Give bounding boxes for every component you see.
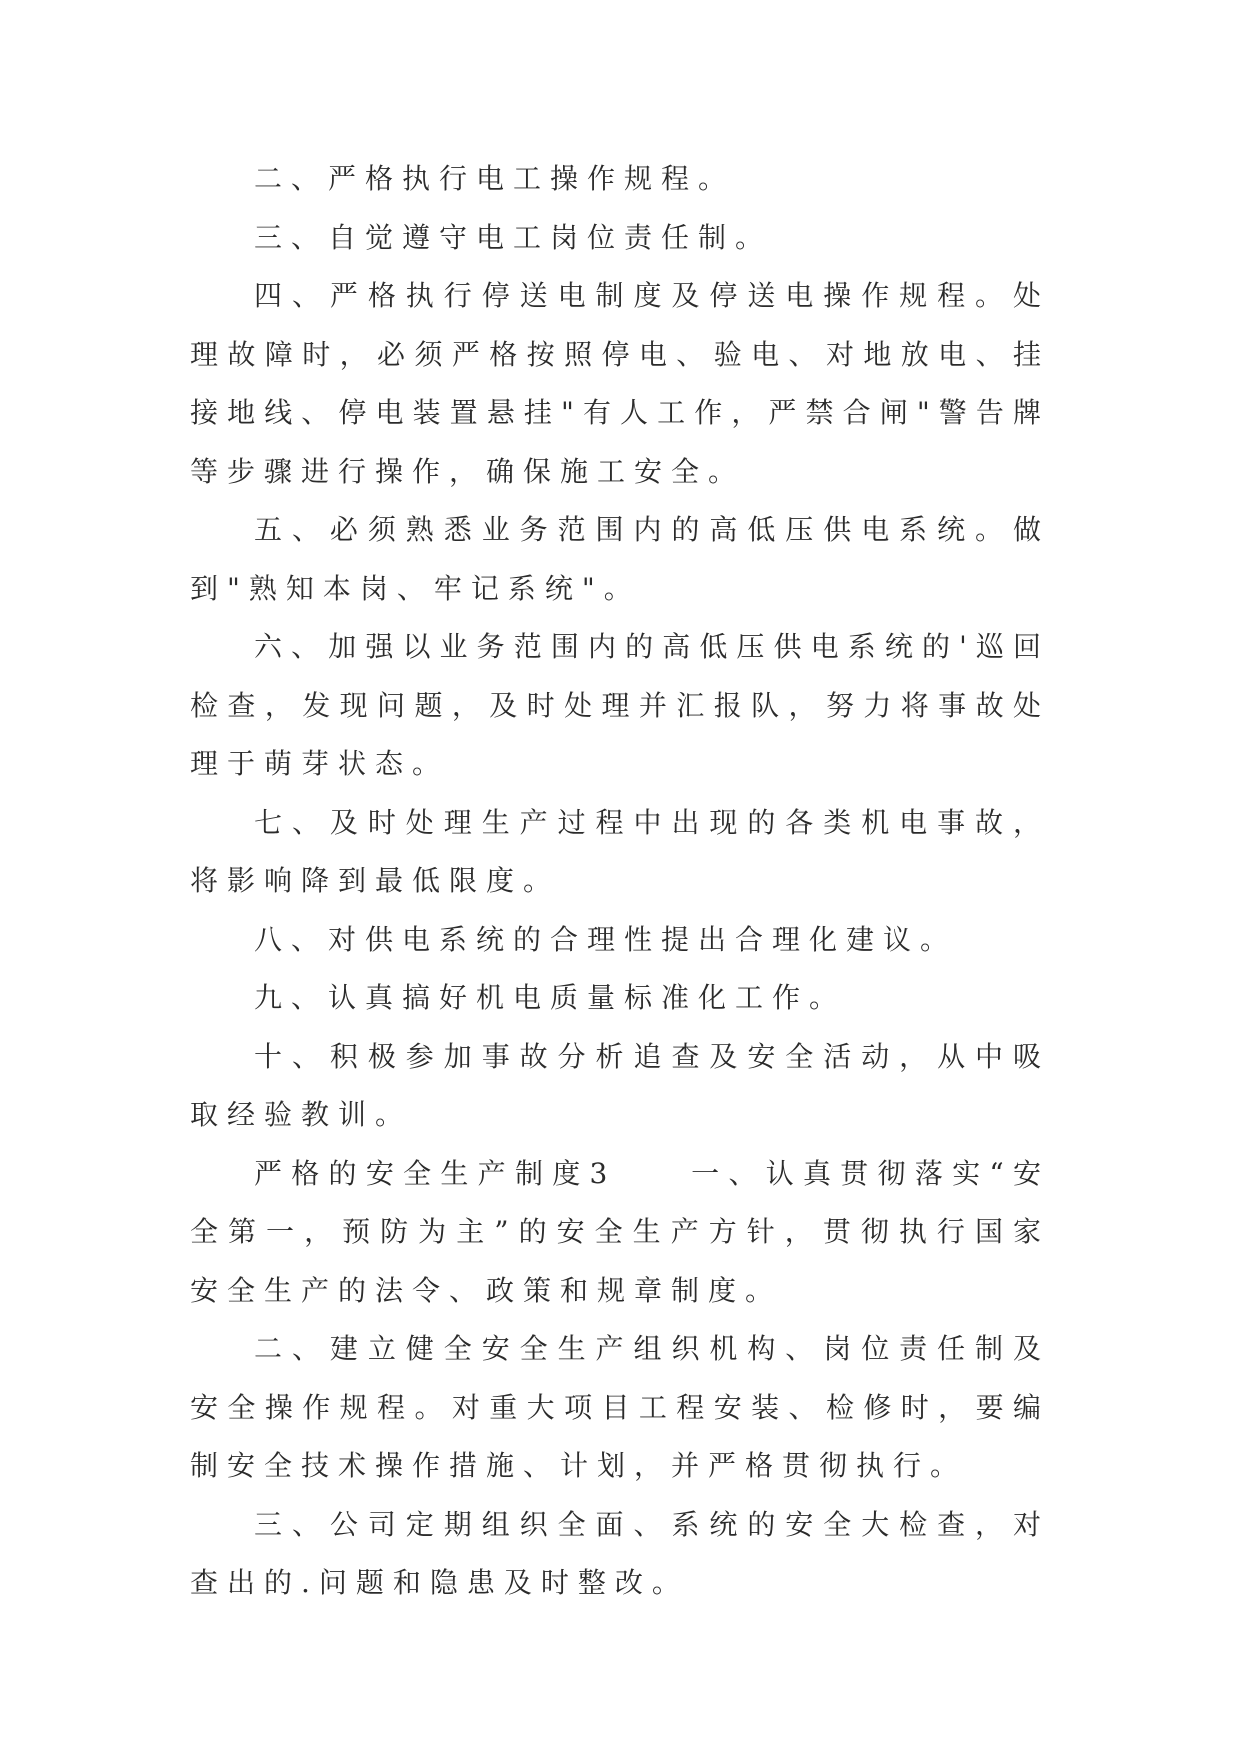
paragraph: 四、严格执行停送电制度及停送电操作规程。处理故障时，必须严格按照停电、验电、对地放电、挂接地线、停电装置悬挂"有人工作，严禁合闸"警告牌等步骤进行操作，确保施工安全。 xyxy=(190,279,1050,488)
document-body xyxy=(190,150,1050,1613)
paragraph: 七、及时处理生产过程中出现的各类机电事故，将影响降到最低限度。 xyxy=(190,805,1050,897)
paragraph: 六、加强以业务范围内的高低压供电系统的'巡回检查，发现问题，及时处理并汇报队，努力将事故处理于萌芽状态。 xyxy=(190,630,1050,780)
paragraph: 三、自觉遵守电工岗位责任制。 xyxy=(254,220,773,254)
paragraph: 八、对供电系统的合理性提出合理化建议。 xyxy=(254,922,958,956)
paragraph: 九、认真搞好机电质量标准化工作。 xyxy=(254,981,847,1014)
paragraph: 三、公司定期组织全面、系统的安全大检查，对查出的.问题和隐患及时整改。 xyxy=(190,1507,1050,1599)
paragraph: 二、严格执行电工操作规程。 xyxy=(254,162,736,195)
paragraph: 五、必须熟悉业务范围内的高低压供电系统。做到"熟知本岗、牢记系统"。 xyxy=(190,513,1050,605)
paragraph: 严格的安全生产制度3 一、认真贯彻落实“安全第一，预防为主”的安全生产方针，贯彻执行国家安全生产的法令、政策和规章制度。 xyxy=(190,1156,1050,1307)
paragraph: 二、建立健全安全生产组织机构、岗位责任制及安全操作规程。对重大项目工程安装、检修时，要编制安全技术操作措施、计划，并严格贯彻执行。 xyxy=(190,1332,1050,1482)
paragraph: 十、积极参加事故分析追查及安全活动，从中吸取经验教训。 xyxy=(190,1039,1050,1131)
